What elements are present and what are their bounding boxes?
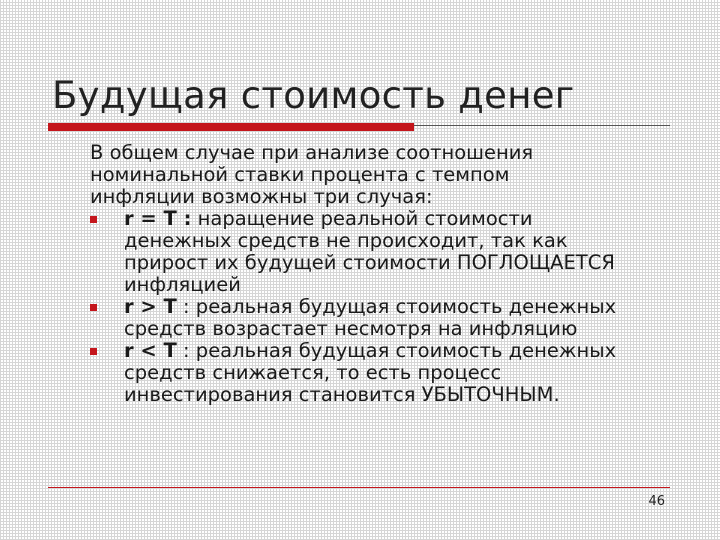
slide-body [90, 142, 690, 406]
bullet-condition: r < T [124, 339, 177, 362]
page-number: 46 [648, 494, 665, 509]
bullet-condition: r = T : [124, 207, 192, 230]
slide-title: Будущая стоимость денег [52, 74, 575, 117]
footer-rule [48, 487, 670, 488]
bullet-list [90, 208, 690, 406]
title-accent-bar [48, 123, 414, 131]
bullet-text [124, 296, 690, 340]
bullet-square-icon [90, 216, 97, 223]
bullet-description: : реальная будущая стоимость денежных средств снижается, то есть процесс инвестирования становится УБЫТОЧНЫМ. [124, 339, 617, 406]
bullet-text [124, 208, 690, 296]
bullet-description: наращение реальной стоимости денежных средств не происходит, так как прирост их будущей стоимости ПОГЛОЩАЕТСЯ инфляцией [124, 207, 615, 296]
bullet-item-greater [90, 296, 690, 340]
bullet-condition: r > T [124, 295, 177, 318]
bullet-item-equal [90, 208, 690, 296]
bullet-item-less [90, 340, 690, 406]
bullet-square-icon [90, 348, 97, 355]
bullet-text [124, 340, 690, 406]
bullet-square-icon [90, 304, 97, 311]
intro-paragraph: В общем случае при анализе соотношения номинальной ставки процента с темпом инфляции возможны три случая: [90, 141, 534, 208]
bullet-description: : реальная будущая стоимость денежных средств возрастает несмотря на инфляцию [124, 295, 617, 340]
